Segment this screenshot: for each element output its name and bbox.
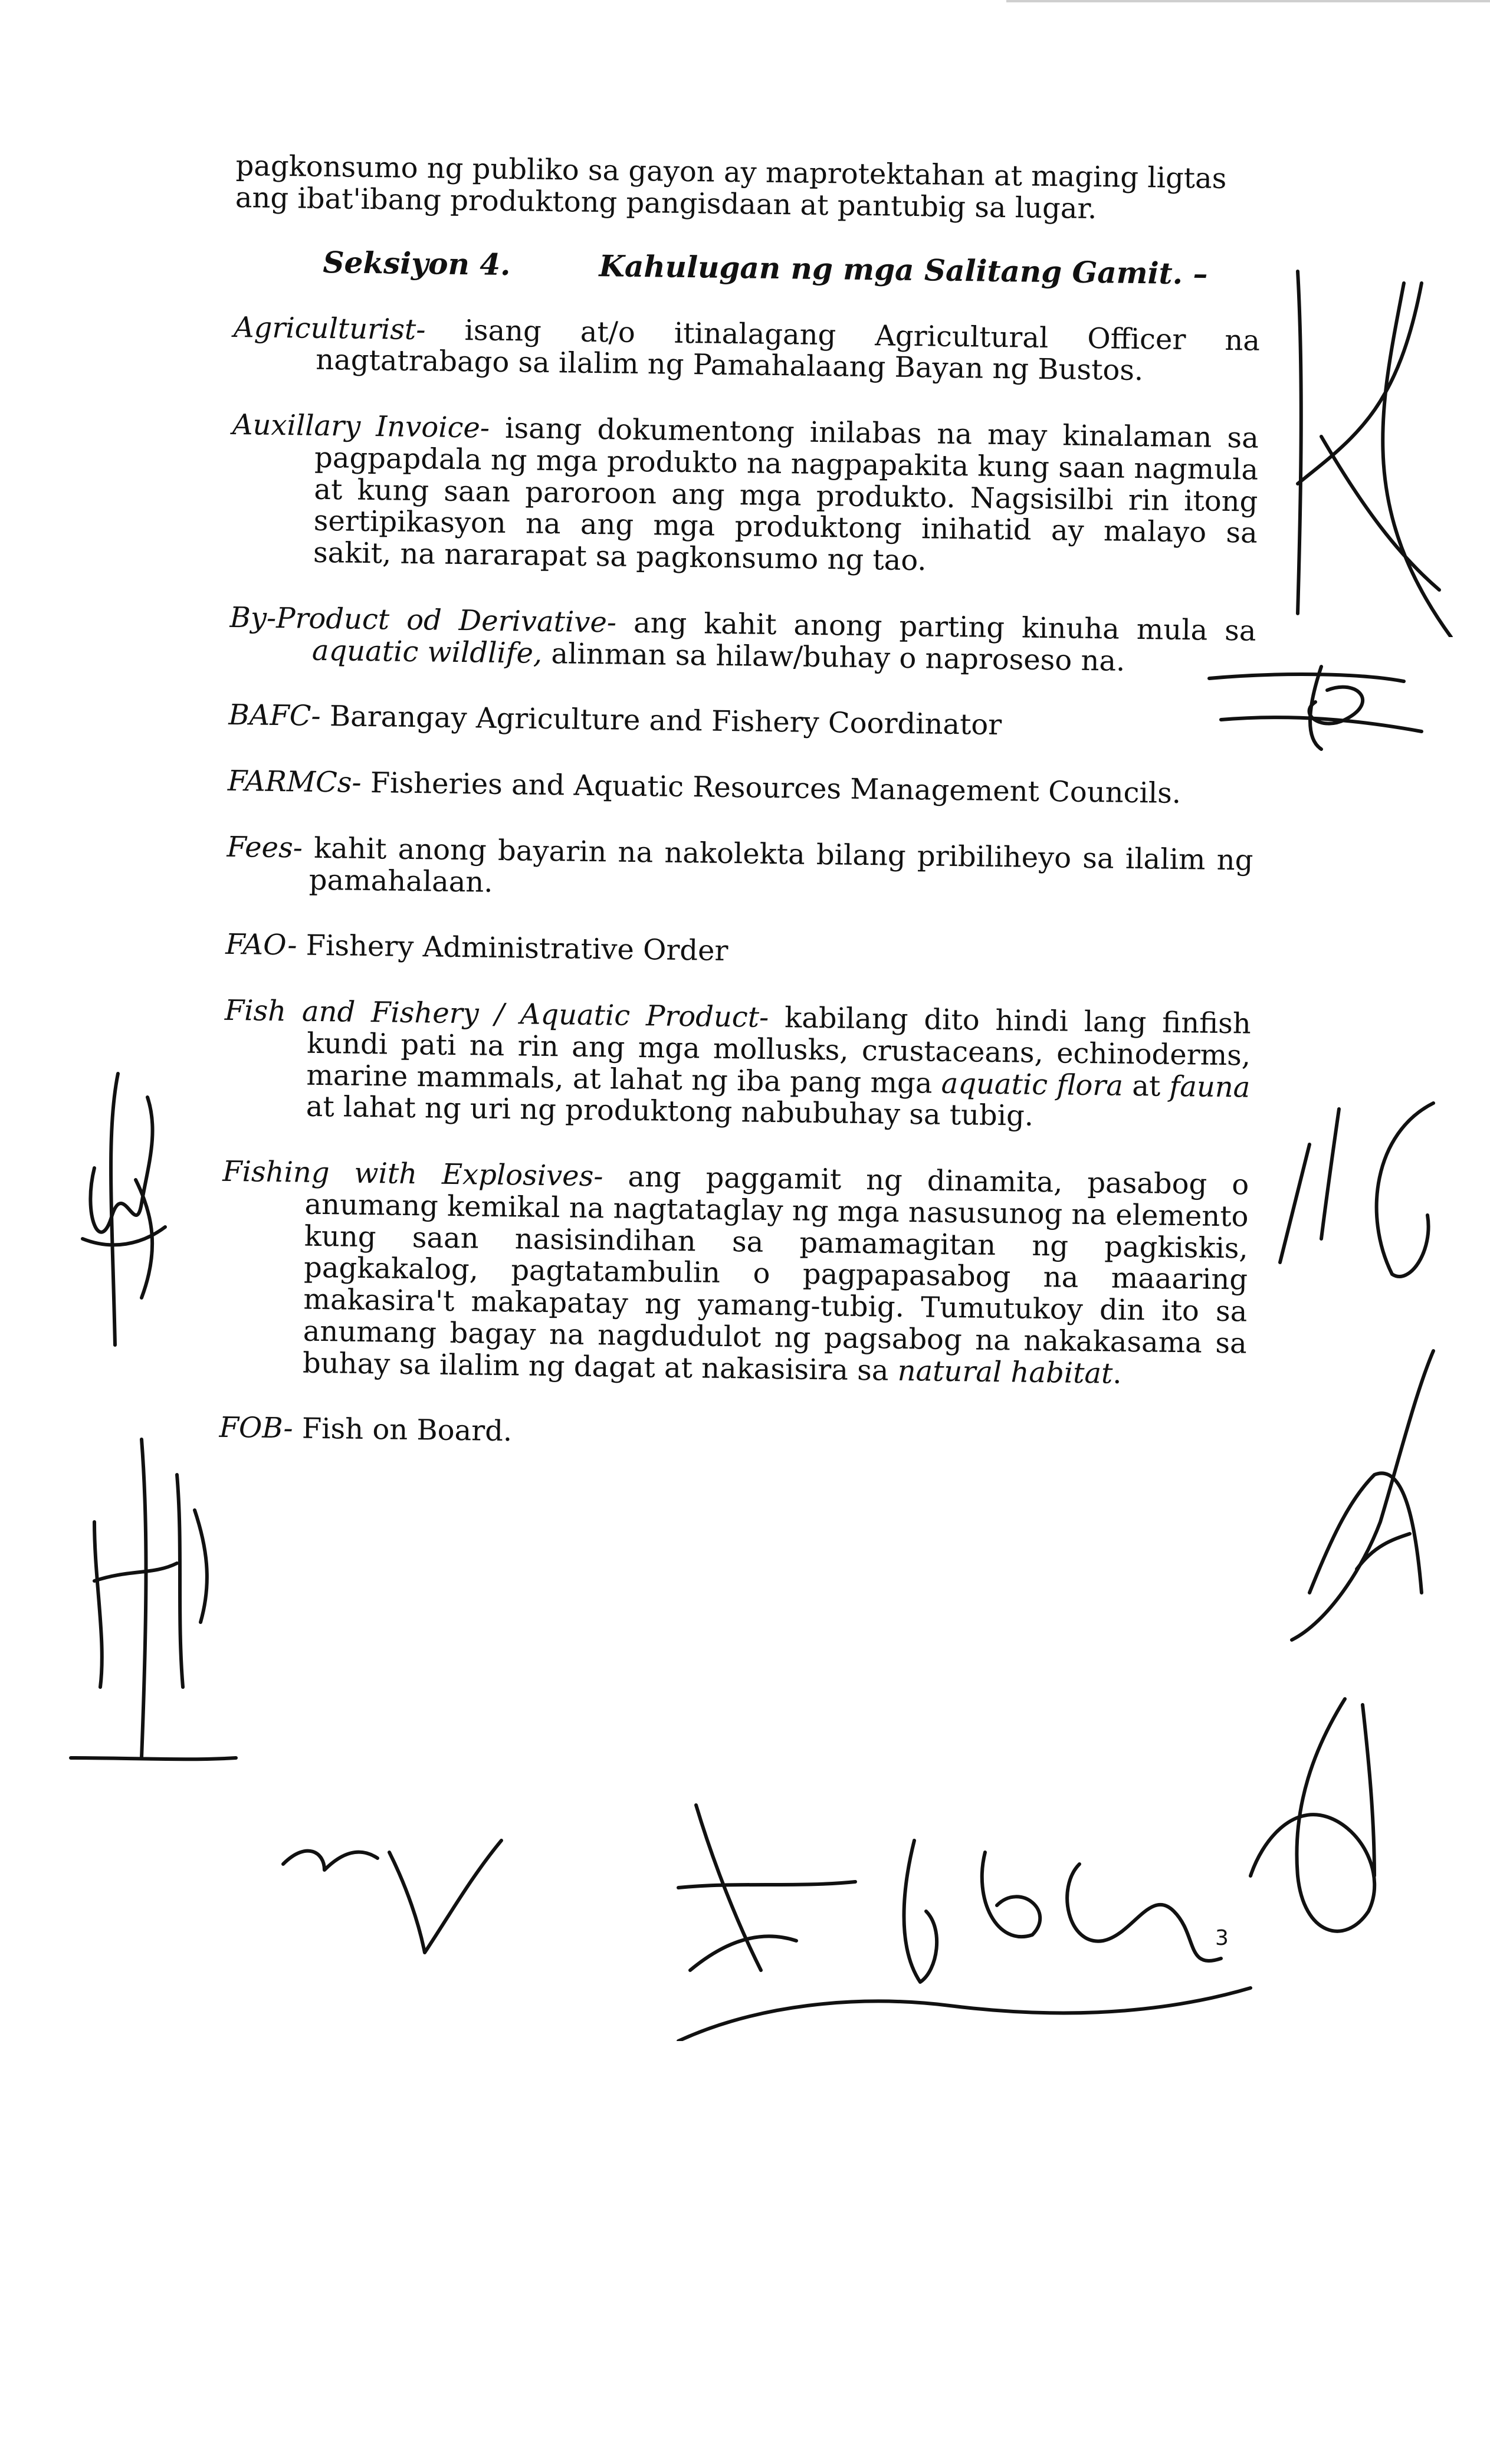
signature-bottom-center <box>667 1793 1256 2041</box>
signature-left-upper <box>71 1062 171 1357</box>
signature-left-lower <box>59 1428 248 1770</box>
signature-right-lower <box>1256 1097 1445 1292</box>
definition-fishing-explosives <box>220 1156 1249 1392</box>
signature-bottom-left <box>271 1829 507 1958</box>
definition-term: FOB- <box>219 1411 294 1445</box>
definition-emphasis: fauna <box>1169 1069 1251 1104</box>
definition-emphasis: natural habitat <box>897 1354 1113 1390</box>
definition-emphasis: aquatic wildlife, <box>311 634 543 670</box>
definition-fees <box>226 832 1253 908</box>
document-body <box>219 150 1262 1458</box>
definition-term: FARMCs- <box>227 764 362 799</box>
definition-fao <box>225 929 1252 975</box>
definition-term: Fishing with Explosives- <box>222 1154 603 1193</box>
definition-text: Fisheries and Aquatic Resources Management Councils. <box>361 766 1182 811</box>
signature-right-middle <box>1203 655 1427 755</box>
scan-edge-line <box>1006 0 1490 2</box>
definition-term: Auxillary Invoice- <box>232 408 490 445</box>
definition-fish-product <box>223 995 1251 1136</box>
definition-term: Fish and Fishery / Aquatic Product- <box>224 993 769 1034</box>
page-number: 3 <box>1215 1926 1229 1950</box>
intro-paragraph: pagkonsumo ng publiko sa gayon ay maprotektahan at maging ligtas ang ibat'ibang produktong pangisdaan at pantubig sa lugar. <box>235 149 1227 225</box>
definition-text: Barangay Agriculture and Fishery Coordinator <box>320 700 1002 742</box>
section-heading <box>323 245 1261 291</box>
definition-fob <box>219 1412 1246 1458</box>
definition-emphasis: aquatic flora <box>941 1067 1124 1103</box>
definition-text: . <box>1112 1357 1123 1390</box>
definition-term: By-Product od Derivative- <box>229 601 617 639</box>
definition-text: at <box>1123 1069 1170 1103</box>
section-title: Kahulugan ng mga Salitang Gamit. – <box>599 248 1208 291</box>
definition-text: alinman sa hilaw/buhay o naproseso na. <box>541 636 1125 678</box>
section-number: Seksiyon 4. <box>323 244 511 282</box>
definition-by-product <box>229 602 1256 679</box>
signature-bottom-right <box>1227 1687 1392 1958</box>
signature-right-top <box>1286 260 1463 637</box>
definition-auxillary-invoice <box>231 409 1259 582</box>
definition-text: at lahat ng uri ng produktong nabubuhay sa tubig. <box>306 1090 1034 1133</box>
definition-bafc <box>228 700 1255 745</box>
definition-text: isang at/o itinalagang Agricultural Officer na nagtatrabago sa ilalim ng Pamahalaang Bayan ng Bustos. <box>315 313 1261 388</box>
definition-term: Fees- <box>227 830 303 865</box>
definition-term: BAFC- <box>228 698 321 733</box>
definition-text: ang paggamit ng dinamita, pasabog o anumang kemikal na nagtataglay ng mga nasusunog na elemento kung saan nasisindihan sa pamamagitan ng pagkiskis, pagkakalog, pagtatambulin o pagpapasabog na maaaring makasira't makapatay ng yamang-tubig. Tumutukoy din ito sa anumang bagay na nagdudulot ng pagsabog na nakakasama sa buhay sa ilalim ng dagat at nakasisira sa <box>302 1160 1249 1387</box>
definition-text: Fishery Administrative Order <box>297 928 728 968</box>
signature-right-lowest <box>1286 1345 1439 1652</box>
definition-agriculturist <box>233 311 1260 388</box>
definition-text: kabilang dito hindi lang finfish kundi pati na rin ang mga mollusks, crustaceans, echinoderms, marine mammals, at lahat ng iba pang mga <box>306 1000 1252 1100</box>
definition-term: FAO- <box>225 928 297 962</box>
definition-text: kahit anong bayarin na nakolekta bilang pribiliheyo sa ilalim ng pamahalaan. <box>302 831 1253 899</box>
definition-text: ang kahit anong parting kinuha mula sa <box>616 606 1256 648</box>
definition-text: Fish on Board. <box>293 1412 513 1448</box>
definition-term: Agriculturist- <box>233 310 426 346</box>
definition-farmcs <box>228 766 1255 811</box>
definition-text: isang dokumentong inilabas na may kinalaman sa pagpapdala ng mga produkto na nagpapakita kung saan nagmula at kung saan paroroon ang mga produkto. Nagsisilbi rin itong sertipikasyon na ang mga produktong inihatid ay malayo sa sakit, na nararapat sa pagkonsumo ng tao. <box>313 411 1259 578</box>
